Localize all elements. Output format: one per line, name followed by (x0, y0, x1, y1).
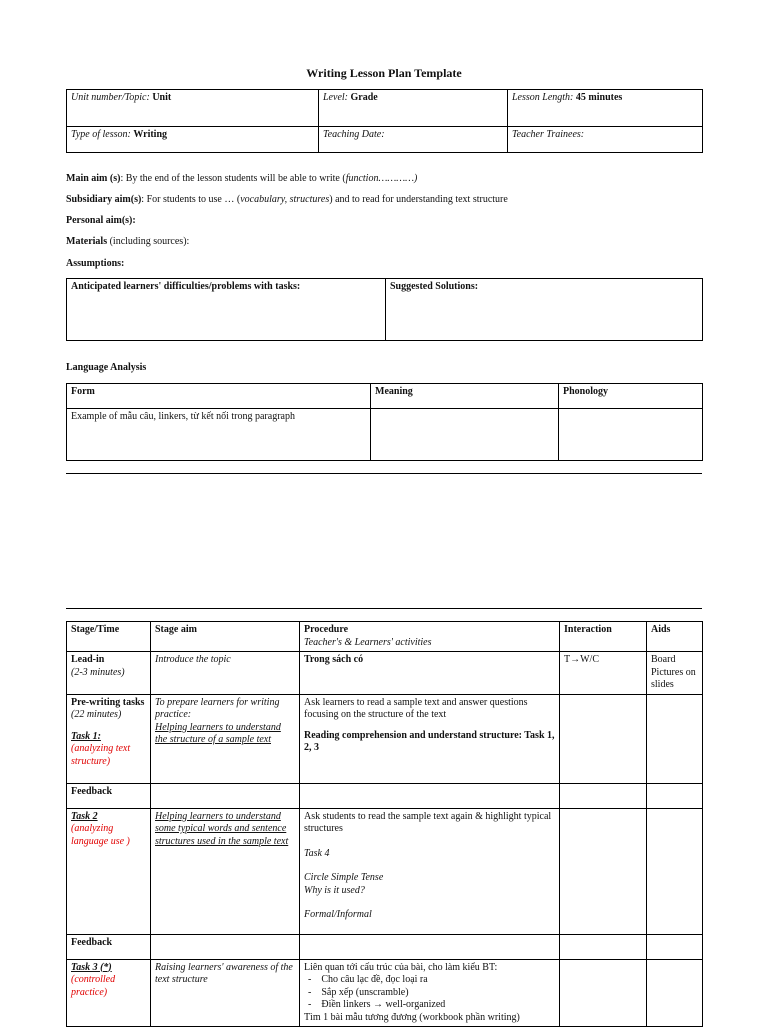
main-aim-label: Main aim (s) (66, 173, 121, 184)
phonology-header: Phonology (559, 384, 703, 409)
pre-writing-procedure-b: Reading comprehension and understand structure: Task 1, 2, 3 (304, 729, 555, 753)
table-row (67, 652, 703, 695)
task2-interaction (560, 808, 647, 934)
materials-label: Materials (66, 236, 108, 247)
task3-list (304, 974, 555, 1012)
feedback1-interaction (560, 783, 647, 808)
date-cell (319, 127, 508, 153)
feedback1-label: Feedback (67, 783, 151, 808)
task2-procedure-e: Formal/Informal (304, 909, 372, 920)
length-cell (508, 90, 703, 127)
list-item: - Cho câu lạc đề, đọc loại ra (322, 974, 555, 987)
pre-writing-aids (647, 694, 703, 783)
date-label: Teaching Date: (323, 129, 385, 140)
divider-line (66, 473, 702, 474)
trainees-label: Teacher Trainees: (512, 129, 585, 140)
pre-writing-aim (151, 694, 300, 783)
lead-in-aids: Board Pictures on slides (647, 652, 703, 695)
materials-text: (including sources): (107, 236, 190, 247)
task3-note: (controlled practice) (71, 974, 116, 998)
task2-note: (analyzing language use ) (71, 823, 130, 847)
feedback2-interaction (560, 934, 647, 959)
divider-line (66, 608, 702, 609)
pre-writing-procedure (300, 694, 560, 783)
table-row (67, 783, 703, 808)
stages-table (66, 621, 703, 1027)
task3-procedure-end: Tìm 1 bài mẫu tương đương (workbook phần writing) (304, 1011, 520, 1023)
level-cell (319, 90, 508, 127)
materials (66, 236, 189, 247)
task1-label: Task 1: (71, 730, 101, 742)
subsidiary-aim-text-b: ) and to read for understanding text structure (329, 194, 508, 205)
aids-header: Aids (647, 622, 703, 652)
level-value: Grade (350, 92, 378, 103)
feedback1-aids (647, 783, 703, 808)
main-aim-italic: function…………) (345, 173, 418, 184)
task2-stage (67, 808, 151, 934)
task2-procedure (300, 808, 560, 934)
stage-time-header: Stage/Time (67, 622, 151, 652)
procedure-header-label: Procedure (304, 624, 349, 635)
task1-note: (analyzing text structure) (71, 743, 131, 767)
type-value: Writing (133, 129, 168, 140)
solutions-header: Suggested Solutions: (386, 279, 703, 341)
list-item: - Sắp xếp (unscramble) (322, 987, 555, 1000)
procedure-header (300, 622, 560, 652)
length-label: Lesson Length: (512, 92, 574, 103)
task3-stage (67, 959, 151, 1027)
task3-label: Task 3 (*) (71, 961, 112, 973)
lead-in-aim: Introduce the topic (151, 652, 300, 695)
lead-in-interaction: T→W/C (560, 652, 647, 695)
level-label: Level: (323, 92, 348, 103)
task2-procedure-a: Ask students to read the sample text again & highlight typical structures (304, 810, 552, 834)
feedback2-label: Feedback (67, 934, 151, 959)
task2-aim: Helping learners to understand some typical words and sentence structures used in the sample text (151, 808, 300, 934)
feedback2-procedure (300, 934, 560, 959)
trainees-cell (508, 127, 703, 153)
unit-value: Unit (152, 92, 172, 103)
assumptions-label: Assumptions: (66, 258, 125, 269)
subsidiary-aim-italic: vocabulary, structures (240, 194, 330, 205)
pre-writing-time: (22 minutes) (71, 709, 122, 720)
unit-label: Unit number/Topic: (71, 92, 150, 103)
stage-aim-header: Stage aim (151, 622, 300, 652)
task3-procedure-intro: Liên quan tới cấu trúc của bài, cho làm kiểu BT: (304, 961, 498, 973)
length-value: 45 minutes (575, 92, 623, 103)
feedback1-procedure (300, 783, 560, 808)
meaning-header: Meaning (371, 384, 559, 409)
pre-writing-stage (67, 694, 151, 783)
table-row (67, 934, 703, 959)
task2-aids (647, 808, 703, 934)
difficulties-table (66, 278, 703, 341)
main-aim (66, 173, 417, 184)
task2-procedure-c: Circle Simple Tense (304, 872, 384, 883)
subsidiary-aim-text-a: : For students to use … ( (141, 194, 241, 205)
feedback1-aim (151, 783, 300, 808)
task3-aim: Raising learners' awareness of the text structure (151, 959, 300, 1027)
language-analysis-table (66, 383, 703, 461)
main-aim-text: : By the end of the lesson students will be able to write ( (120, 173, 346, 184)
pre-writing-aim-a: To prepare learners for writing practice: (155, 696, 280, 720)
task2-procedure-d: Why is it used? (304, 884, 365, 896)
form-example: Example of mẫu câu, linkers, từ kết nối trong paragraph (67, 409, 371, 461)
interaction-header: Interaction (560, 622, 647, 652)
phonology-cell (559, 409, 703, 461)
task3-aids (647, 959, 703, 1027)
feedback2-aids (647, 934, 703, 959)
pre-writing-interaction (560, 694, 647, 783)
procedure-header-sub: Teacher's & Learners' activities (304, 636, 432, 648)
list-item: - Điền linkers → well-organized (322, 999, 555, 1012)
subsidiary-aim (66, 194, 508, 205)
table-row (67, 959, 703, 1027)
meaning-cell (371, 409, 559, 461)
task3-interaction (560, 959, 647, 1027)
pre-writing-name: Pre-writing tasks (71, 696, 145, 708)
form-header: Form (67, 384, 371, 409)
table-row (67, 808, 703, 934)
table-row (67, 694, 703, 783)
unit-cell (67, 90, 319, 127)
personal-aim: Personal aim(s): (66, 215, 136, 226)
feedback2-aim (151, 934, 300, 959)
lead-in-time: (2-3 minutes) (71, 666, 125, 678)
pre-writing-aim-b: Helping learners to understand the structure of a sample text (155, 721, 281, 745)
page-title: Writing Lesson Plan Template (306, 66, 462, 80)
lead-in-procedure: Trong sách có (300, 652, 560, 695)
lead-in-name: Lead-in (71, 654, 105, 665)
task2-procedure-b: Task 4 (304, 847, 330, 859)
task3-procedure (300, 959, 560, 1027)
type-cell (67, 127, 319, 153)
difficulties-header: Anticipated learners' difficulties/problems with tasks: (67, 279, 386, 341)
language-analysis-heading: Language Analysis (66, 362, 147, 373)
task2-label: Task 2 (71, 810, 98, 822)
subsidiary-aim-label: Subsidiary aim(s) (66, 194, 142, 205)
type-label: Type of lesson: (71, 129, 131, 140)
lead-in-stage (67, 652, 151, 695)
pre-writing-procedure-a: Ask learners to read a sample text and answer questions focusing on the structure of the text (304, 696, 528, 720)
header-table (66, 89, 703, 153)
